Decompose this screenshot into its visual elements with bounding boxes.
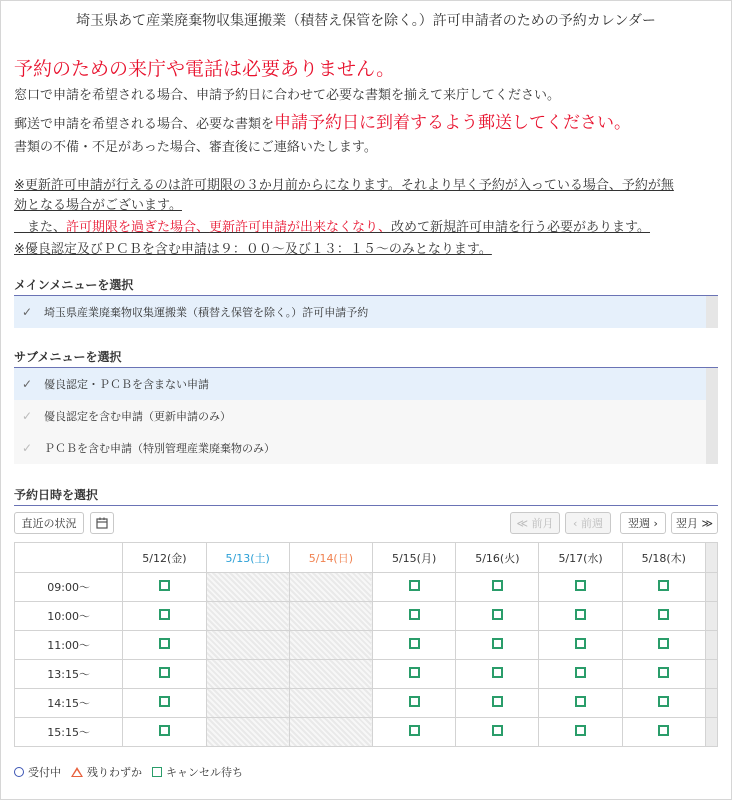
- schedule-label: 予約日時を選択: [14, 488, 99, 502]
- closed-slot: [206, 631, 289, 660]
- waitlist-square-icon: [152, 767, 162, 777]
- sub-menu-item-label: 優良認定・ＰＣＢを含まない申請: [44, 378, 209, 391]
- day-header-sunday: 5/14(日): [289, 543, 372, 573]
- waitlist-square-icon: [492, 580, 503, 591]
- closed-slot: [289, 602, 372, 631]
- waitlist-square-icon: [409, 667, 420, 678]
- waitlist-slot[interactable]: [539, 689, 622, 718]
- waitlist-slot[interactable]: [123, 602, 206, 631]
- time-label: 15:15～: [15, 718, 123, 747]
- calendar-button[interactable]: [90, 512, 114, 534]
- waitlist-slot[interactable]: [622, 602, 705, 631]
- waitlist-square-icon: [409, 696, 420, 707]
- check-icon: ✓: [22, 377, 33, 391]
- waitlist-slot[interactable]: [456, 689, 539, 718]
- waitlist-slot[interactable]: [539, 602, 622, 631]
- waitlist-square-icon: [658, 609, 669, 620]
- calendar-row: [15, 718, 718, 747]
- legend-waitlist: キャンセル待ち: [166, 766, 243, 779]
- waitlist-slot[interactable]: [373, 718, 456, 747]
- waitlist-slot[interactable]: [456, 631, 539, 660]
- closed-slot: [289, 660, 372, 689]
- waitlist-slot[interactable]: [123, 660, 206, 689]
- waitlist-slot[interactable]: [123, 718, 206, 747]
- waitlist-square-icon: [159, 580, 170, 591]
- renewal-warning-line2: 効となる場合がございます。: [14, 198, 182, 213]
- waitlist-square-icon: [492, 638, 503, 649]
- waitlist-slot[interactable]: [622, 689, 705, 718]
- calendar-row: [15, 602, 718, 631]
- sub-menu-label: サブメニューを選択: [14, 350, 122, 364]
- check-icon: ✓: [22, 409, 33, 423]
- waitlist-slot[interactable]: [373, 573, 456, 602]
- scrollbar-track[interactable]: [705, 573, 717, 602]
- next-week-button[interactable]: 翌週 ›: [620, 512, 666, 534]
- waitlist-square-icon: [575, 638, 586, 649]
- schedule-rule: [14, 505, 718, 506]
- waitlist-square-icon: [492, 609, 503, 620]
- waitlist-square-icon: [658, 667, 669, 678]
- waitlist-slot[interactable]: [456, 602, 539, 631]
- scrollbar-track[interactable]: [705, 689, 717, 718]
- legend-open: 受付中: [28, 766, 61, 779]
- open-circle-icon: [14, 767, 24, 777]
- day-header: 5/18(木): [622, 543, 705, 573]
- main-menu-label: メインメニューを選択: [14, 278, 134, 292]
- recent-status-button[interactable]: 直近の状況: [14, 512, 84, 534]
- calendar-body: [15, 573, 718, 747]
- page-title: 埼玉県あて産業廃棄物収集運搬業（積替え保管を除く。）許可申請者のための予約カレンダー: [76, 13, 656, 29]
- counter-instruction: 窓口で申請を希望される場合、申請予約日に合わせて必要な書類を揃えて来庁してください。: [14, 88, 561, 103]
- waitlist-slot[interactable]: [539, 718, 622, 747]
- time-header: [15, 543, 123, 573]
- prev-month-button[interactable]: ≪ 前月: [510, 512, 560, 534]
- waitlist-square-icon: [492, 667, 503, 678]
- time-label: 10:00～: [15, 602, 123, 631]
- sub-menu-item-excellent[interactable]: [14, 400, 718, 432]
- calendar-row: [15, 660, 718, 689]
- sub-menu-item-standard[interactable]: [14, 368, 718, 400]
- waitlist-square-icon: [159, 609, 170, 620]
- sub-menu-item-label: ＰＣＢを含む申請（特別管理産業廃棄物のみ）: [44, 442, 275, 455]
- waitlist-square-icon: [658, 580, 669, 591]
- check-icon: ✓: [22, 305, 33, 319]
- waitlist-square-icon: [658, 696, 669, 707]
- closed-slot: [206, 573, 289, 602]
- day-header: 5/12(金): [123, 543, 206, 573]
- prev-week-button[interactable]: ‹ 前週: [565, 512, 611, 534]
- expiry-warning-red: 許可期限を過ぎた場合、更新許可申請が出来なくなり、: [66, 220, 392, 235]
- waitlist-slot[interactable]: [539, 660, 622, 689]
- waitlist-square-icon: [492, 696, 503, 707]
- closed-slot: [206, 660, 289, 689]
- next-month-button[interactable]: 翌月 ≫: [671, 512, 718, 534]
- waitlist-square-icon: [159, 667, 170, 678]
- waitlist-slot[interactable]: [373, 660, 456, 689]
- expiry-warning-prefix: また、: [14, 220, 67, 235]
- waitlist-square-icon: [409, 609, 420, 620]
- waitlist-square-icon: [492, 725, 503, 736]
- mail-instruction: [14, 108, 631, 133]
- time-label: 09:00～: [15, 573, 123, 602]
- waitlist-square-icon: [658, 725, 669, 736]
- scrollbar-track[interactable]: [705, 631, 717, 660]
- calendar-row: [15, 573, 718, 602]
- waitlist-square-icon: [159, 696, 170, 707]
- time-label: 13:15～: [15, 660, 123, 689]
- closed-slot: [289, 718, 372, 747]
- check-icon: ✓: [22, 441, 33, 455]
- closed-slot: [289, 689, 372, 718]
- reservation-calendar: [14, 542, 718, 747]
- calendar-row: [15, 689, 718, 718]
- sub-menu-item-pcb[interactable]: [14, 432, 718, 464]
- waitlist-slot[interactable]: [456, 573, 539, 602]
- waitlist-square-icon: [409, 638, 420, 649]
- closed-slot: [206, 689, 289, 718]
- day-header: 5/15(月): [373, 543, 456, 573]
- time-label: 14:15～: [15, 689, 123, 718]
- waitlist-square-icon: [409, 725, 420, 736]
- waitlist-square-icon: [575, 609, 586, 620]
- day-header-saturday: 5/13(土): [206, 543, 289, 573]
- scrollbar-track[interactable]: [705, 602, 717, 631]
- waitlist-square-icon: [658, 638, 669, 649]
- closed-slot: [206, 602, 289, 631]
- waitlist-slot[interactable]: [123, 631, 206, 660]
- waitlist-slot[interactable]: [622, 631, 705, 660]
- main-menu-item[interactable]: [14, 296, 718, 328]
- renewal-warning-line1: ※更新許可申請が行えるのは許可期限の３か月前からになります。それより早く予約が入っている場合、予約が無: [14, 178, 674, 193]
- waitlist-slot[interactable]: [123, 689, 206, 718]
- waitlist-square-icon: [575, 696, 586, 707]
- closed-slot: [206, 718, 289, 747]
- mail-instruction-emphasis: 申請予約日に到着するよう郵送してください。: [274, 113, 632, 133]
- waitlist-slot[interactable]: [123, 573, 206, 602]
- waitlist-slot[interactable]: [373, 631, 456, 660]
- waitlist-slot[interactable]: [373, 602, 456, 631]
- time-label: 11:00～: [15, 631, 123, 660]
- waitlist-slot[interactable]: [539, 631, 622, 660]
- waitlist-square-icon: [159, 725, 170, 736]
- scrollbar-track[interactable]: [705, 718, 717, 747]
- waitlist-square-icon: [575, 667, 586, 678]
- waitlist-slot[interactable]: [622, 718, 705, 747]
- closed-slot: [289, 573, 372, 602]
- waitlist-slot[interactable]: [456, 718, 539, 747]
- calendar-header-row: [15, 543, 718, 573]
- closed-slot: [289, 631, 372, 660]
- expiry-warning: [14, 216, 650, 235]
- day-header: 5/17(水): [539, 543, 622, 573]
- scrollbar-track[interactable]: [705, 543, 717, 573]
- deficiency-note: 書類の不備・不足があった場合、審査後にご連絡いたします。: [14, 140, 377, 155]
- pcb-time-note: ※優良認定及びＰＣＢを含む申請は９：００～及び１３：１５～のみとなります。: [14, 242, 492, 257]
- waitlist-slot[interactable]: [539, 573, 622, 602]
- main-menu-item-label: 埼玉県産業廃棄物収集運搬業（積替え保管を除く。）許可申請予約: [44, 306, 369, 319]
- waitlist-slot[interactable]: [373, 689, 456, 718]
- waitlist-slot[interactable]: [622, 573, 705, 602]
- calendar-row: [15, 631, 718, 660]
- expiry-warning-suffix: 改めて新規許可申請を行う必要があります。: [391, 220, 650, 235]
- legend-few: 残りわずか: [87, 766, 142, 779]
- waitlist-slot[interactable]: [456, 660, 539, 689]
- calendar-icon: [96, 517, 108, 529]
- waitlist-square-icon: [575, 580, 586, 591]
- legend: [14, 764, 247, 780]
- waitlist-square-icon: [159, 638, 170, 649]
- scrollbar-track[interactable]: [705, 660, 717, 689]
- waitlist-square-icon: [409, 580, 420, 591]
- day-header: 5/16(火): [456, 543, 539, 573]
- sub-menu-item-label: 優良認定を含む申請（更新申請のみ）: [44, 410, 231, 423]
- no-visit-notice: 予約のための来庁や電話は必要ありません。: [14, 58, 396, 80]
- few-triangle-icon: [71, 767, 83, 777]
- waitlist-slot[interactable]: [622, 660, 705, 689]
- waitlist-square-icon: [575, 725, 586, 736]
- mail-instruction-prefix: 郵送で申請を希望される場合、必要な書類を: [14, 117, 275, 132]
